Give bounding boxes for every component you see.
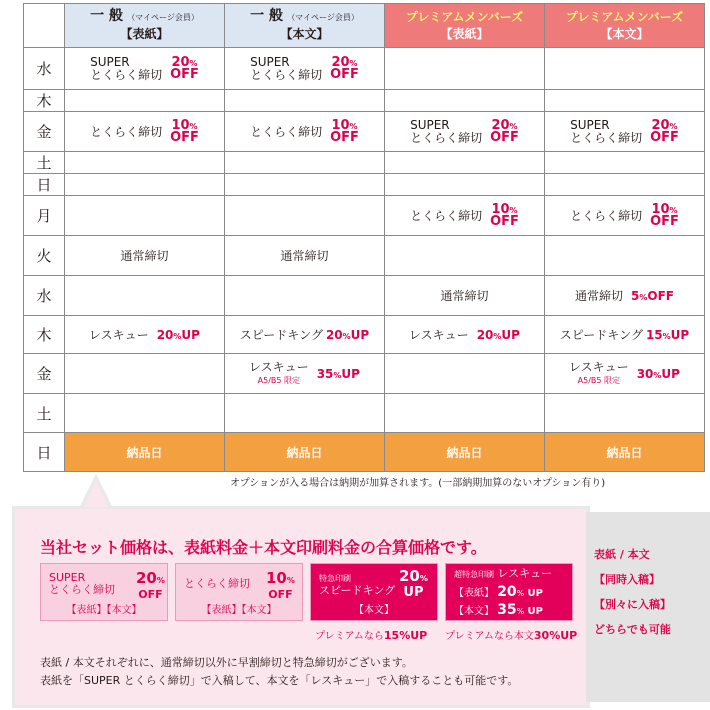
day-cell: 月: [24, 196, 65, 236]
header-general-cover: 一 般 （マイページ会員） 【表紙】: [65, 4, 225, 48]
cell-super-tokuraku: SUPER とくらく締切 20% OFF: [65, 48, 225, 90]
empty-cell: [385, 174, 545, 196]
discount-badge: 10% OFF: [330, 118, 359, 145]
delivery-cell: 納品日: [225, 433, 385, 472]
discount-badge: 20% OFF: [490, 118, 519, 145]
discount-badge: 20% OFF: [170, 55, 199, 82]
delivery-cell: 納品日: [385, 433, 545, 472]
cell-speed-15up: スピードキング 15%UP: [545, 316, 705, 354]
empty-cell: [385, 354, 545, 394]
option-note: オプションが入る場合は納期が加算されます。(一部納期加算のないオプション有り): [230, 478, 606, 489]
cell-tokuraku: とくらく締切 10% OFF: [225, 112, 385, 152]
empty-cell: [545, 236, 705, 276]
schedule-table: [23, 3, 705, 472]
delivery-cell: 納品日: [65, 433, 225, 472]
cell-normal: 通常締切: [225, 236, 385, 276]
empty-cell: [385, 152, 545, 174]
price-info-panel: [12, 506, 590, 708]
submission-sidebox: 表紙 / 本文 【同時入稿】 【別々に入稿】 どちらでも可能: [586, 512, 710, 702]
empty-cell: [385, 236, 545, 276]
empty-cell: [65, 196, 225, 236]
cell-normal-5off: 通常締切 5%OFF: [545, 276, 705, 316]
day-cell: 金: [24, 354, 65, 394]
panel-description: 表紙 / 本文それぞれに、通常締切以外に早割締切と特急締切がございます。 表紙を「SUPER とくらく締切」で入稿して、本文を「レスキュー」で入稿することも可能です。: [40, 656, 519, 687]
day-cell: 土: [24, 394, 65, 433]
empty-cell: [225, 394, 385, 433]
empty-cell: [65, 152, 225, 174]
cell-super-tokuraku: SUPER とくらく締切 20% OFF: [385, 112, 545, 152]
cell-normal: 通常締切: [65, 236, 225, 276]
delivery-cell: 納品日: [545, 433, 705, 472]
discount-badge: 10% OFF: [170, 118, 199, 145]
empty-cell: [385, 394, 545, 433]
empty-cell: [65, 174, 225, 196]
cell-tokuraku: とくらく締切 10% OFF: [65, 112, 225, 152]
empty-cell: [225, 196, 385, 236]
cell-normal: 通常締切: [385, 276, 545, 316]
discount-badge: 10% OFF: [490, 202, 519, 229]
cell-less-20up: レスキュー 20%UP: [65, 316, 225, 354]
empty-cell: [545, 152, 705, 174]
day-cell: 日: [24, 433, 65, 472]
empty-cell: [545, 48, 705, 90]
day-cell: 日: [24, 174, 65, 196]
empty-cell: [65, 354, 225, 394]
empty-cell: [385, 90, 545, 112]
cell-speed-20up: スピードキング 20%UP: [225, 316, 385, 354]
cell-less-30up: レスキュー A5/B5 限定 30%UP: [545, 354, 705, 394]
empty-cell: [225, 152, 385, 174]
option-super-tokuraku: SUPER とくらく締切 20% OFF 【表紙】【本文】: [40, 563, 168, 621]
option-tokuraku: とくらく締切 10% OFF 【表紙】【本文】: [175, 563, 303, 621]
day-cell: 水: [24, 276, 65, 316]
caption-premium-15up: プレミアムなら15%UP: [315, 629, 428, 642]
option-rescue: 超特急印刷 レスキュー 【表紙】 20% UP 【本文】 35% UP: [445, 563, 573, 621]
header-premium-body: プレミアムメンバーズ 【本文】: [545, 4, 705, 48]
day-cell: 火: [24, 236, 65, 276]
day-cell: 水: [24, 48, 65, 90]
option-speedking: 特急印刷 スピードキング 20% UP 【本文】: [310, 563, 438, 621]
empty-cell: [65, 394, 225, 433]
day-cell: 金: [24, 112, 65, 152]
caption-premium-30up: プレミアムなら本文30%UP: [445, 629, 578, 642]
cell-super-tokuraku: SUPER とくらく締切 20% OFF: [225, 48, 385, 90]
day-cell: 木: [24, 90, 65, 112]
discount-badge: 20% OFF: [650, 118, 679, 145]
cell-tokuraku: とくらく締切 10% OFF: [385, 196, 545, 236]
empty-cell: [545, 394, 705, 433]
corner-cell: [24, 4, 65, 48]
empty-cell: [65, 90, 225, 112]
empty-cell: [385, 48, 545, 90]
cell-less-35up: レスキュー A5/B5 限定 35%UP: [225, 354, 385, 394]
empty-cell: [225, 174, 385, 196]
cell-less-20up: レスキュー 20%UP: [385, 316, 545, 354]
cell-super-tokuraku: SUPER とくらく締切 20% OFF: [545, 112, 705, 152]
header-general-body: 一 般 （マイページ会員） 【本文】: [225, 4, 385, 48]
discount-badge: 10% OFF: [650, 202, 679, 229]
day-cell: 土: [24, 152, 65, 174]
empty-cell: [545, 90, 705, 112]
callout-pointer-fill: [84, 481, 108, 507]
day-cell: 木: [24, 316, 65, 354]
discount-badge: 20% OFF: [330, 55, 359, 82]
empty-cell: [225, 276, 385, 316]
empty-cell: [225, 90, 385, 112]
header-premium-cover: プレミアムメンバーズ 【表紙】: [385, 4, 545, 48]
cell-tokuraku: とくらく締切 10% OFF: [545, 196, 705, 236]
empty-cell: [65, 276, 225, 316]
panel-headline: 当社セット価格は、表紙料金＋本文印刷料金の合算価格です。: [40, 538, 487, 557]
empty-cell: [545, 174, 705, 196]
